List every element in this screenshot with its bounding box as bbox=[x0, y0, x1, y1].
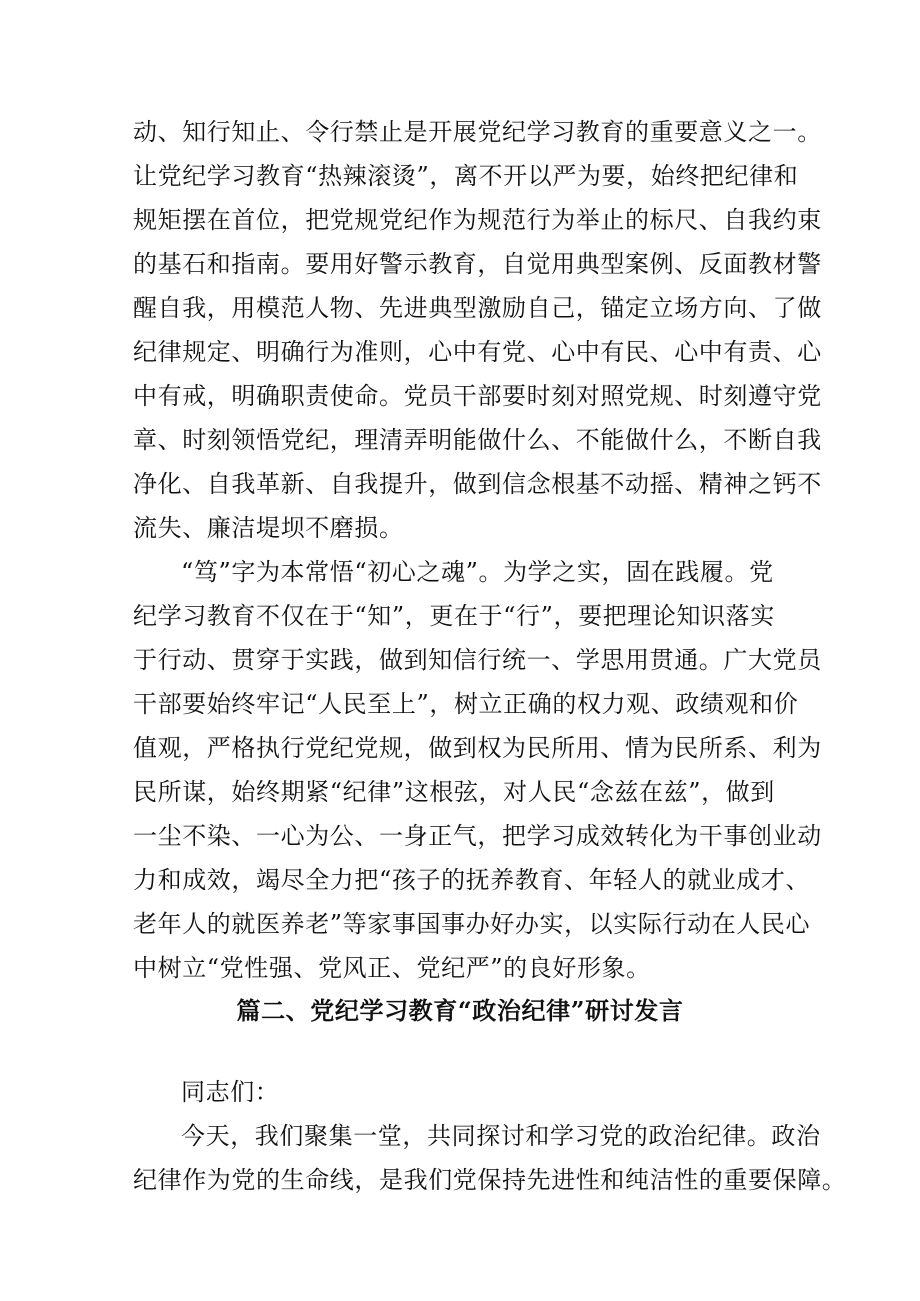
text-line: 纪律作为党的生命线，是我们党保持先进性和纯洁性的重要保障。 bbox=[133, 1166, 847, 1194]
text-line: 让党纪学习教育“热辣滚烫”，离不开以严为要，始终把纪律和 bbox=[133, 162, 799, 190]
text-line: 章、时刻领悟党纪，理清弄明能做什么、不能做什么，不断自我 bbox=[133, 426, 822, 454]
text-line: 干部要始终牢记“人民至上”，树立正确的权力观、政绩观和价 bbox=[133, 690, 799, 718]
text-line: 纪学习教育不仅在于“知”，更在于“行”，要把理论知识落实 bbox=[133, 602, 775, 630]
text-line: 一尘不染、一心为公、一身正气，把学习成效转化为干事创业动 bbox=[133, 822, 822, 850]
section-heading: 篇二、党纪学习教育“政治纪律”研讨发言 bbox=[236, 996, 684, 1025]
text-line: 今天，我们聚集一堂，共同探讨和学习党的政治纪律。政治 bbox=[181, 1122, 821, 1150]
text-line: 动、知行知止、令行禁止是开展党纪学习教育的重要意义之一。 bbox=[133, 118, 822, 146]
text-line: “笃”字为本常悟“初心之魂”。为学之实，固在践履。党 bbox=[181, 558, 774, 586]
text-line: 中有戒，明确职责使命。党员干部要时刻对照党规、时刻遵守党 bbox=[133, 382, 822, 410]
text-line: 的基石和指南。要用好警示教育，自觉用典型案例、反面教材警 bbox=[133, 250, 822, 278]
text-line: 于行动、贯穿于实践，做到知信行统一、学思用贯通。广大党员 bbox=[133, 646, 822, 674]
text-line: 净化、自我革新、自我提升，做到信念根基不动摇、精神之钙不 bbox=[133, 470, 822, 498]
text-line: 值观，严格执行党纪党规，做到权为民所用、情为民所系、利为 bbox=[133, 734, 822, 762]
text-line: 醒自我，用模范人物、先进典型激励自己，锚定立场方向、了做 bbox=[133, 294, 822, 322]
text-line: 纪律规定、明确行为准则，心中有党、心中有民、心中有责、心 bbox=[133, 338, 822, 366]
text-line: 民所谋，始终期紧“纪律”这根弦，对人民“念兹在兹”，做到 bbox=[133, 778, 775, 806]
text-line: 力和成效，竭尽全力把“孩子的抚养教育、年轻人的就业成才、 bbox=[133, 866, 811, 894]
text-line: 规矩摆在首位，把党规党纪作为规范行为举止的标尺、自我约束 bbox=[133, 206, 822, 234]
text-line: 流失、廉洁堤坝不磨损。 bbox=[133, 514, 404, 542]
salutation: 同志们： bbox=[181, 1078, 280, 1106]
text-line: 中树立“党性强、党风正、党纪严”的良好形象。 bbox=[133, 954, 651, 982]
text-line: 老年人的就医养老”等家事国事办好办实，以实际行动在人民心 bbox=[133, 910, 811, 938]
